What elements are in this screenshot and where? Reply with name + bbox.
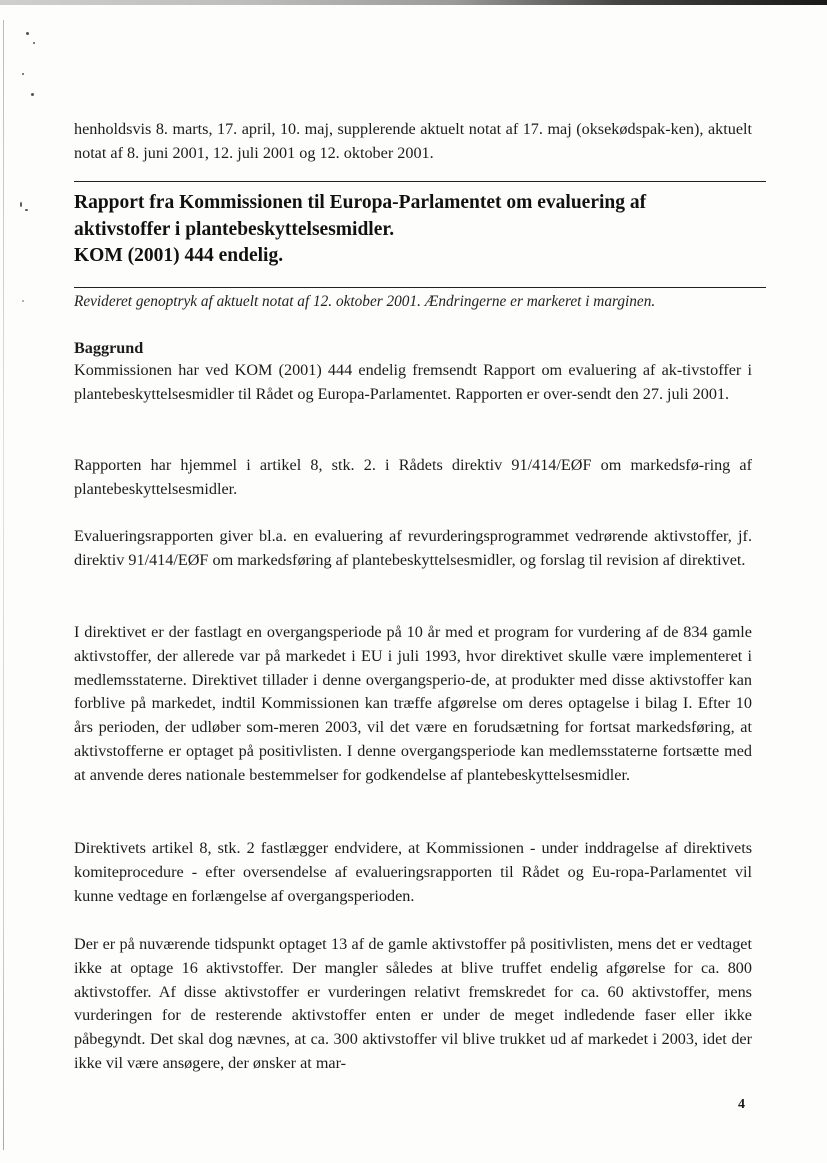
- scan-speck: [25, 209, 28, 211]
- page-number: 4: [738, 1097, 745, 1112]
- heading-line: KOM (2001) 444 endelig.: [74, 245, 284, 266]
- scan-top-border: [0, 0, 827, 5]
- heading-line: Rapport fra Kommissionen til Europa-Parlamentet om evaluering af: [74, 192, 647, 213]
- scan-speck: [31, 93, 34, 96]
- body-paragraph: I direktivet er der fastlagt en overgangsperiode på 10 år med et program for vurdering af de 834 gamle aktivstoffer, der allerede var på markedet i EU i juli 1993, hvor direktivet skulle være implementeret i medlemsstaterne. Direktivet tillader i denne overgangsperio-de, at produkter med disse aktivstoffer kan forblive på markedet, indtil Kommissionen kan træffe afgørelse om deres optagelse i bilag I. Efter 10 års perioden, der udløber som-meren 2003, vil det være en forudsætning for fortsat markedsføring, at aktivstofferne er optaget på positivlisten. I denne overgangsperiode kan medlemsstaterne fortsætte med at anvende deres nationale bestemmelser for godkendelse af plantebeskyttelsesmidler.: [74, 623, 752, 784]
- scan-speck: [22, 300, 24, 302]
- section-title: Baggrund: [74, 339, 144, 357]
- revision-note: Revideret genoptryk af aktuelt notat af 12. oktober 2001. Ændringerne er markeret i marginen.: [74, 293, 656, 310]
- scan-speck: [33, 42, 35, 44]
- continuation-paragraph: henholdsvis 8. marts, 17. april, 10. maj, supplerende aktuelt notat af 17. maj (oksekødspak-ken), aktuelt notat af 8. juni 2001, 12. juli 2001 og 12. oktober 2001.: [74, 120, 752, 162]
- body-paragraph: Kommissionen har ved KOM (2001) 444 endelig fremsendt Rapport om evaluering af ak-tivstoffer i plantebeskyttelsesmidler til Rådet og Europa-Parlamentet. Rapporten er over-sendt den 27. juli 2001.: [74, 361, 752, 403]
- scan-speck: [22, 73, 24, 75]
- scan-speck: [26, 32, 29, 35]
- heading-top-rule: [74, 181, 766, 182]
- body-paragraph: Rapporten har hjemmel i artikel 8, stk. 2. i Rådets direktiv 91/414/EØF om markedsfø-ring af plantebeskyttelsesmidler.: [74, 456, 752, 498]
- heading-bottom-rule: [74, 287, 766, 288]
- scan-speck: [20, 202, 22, 207]
- body-paragraph: Evalueringsrapporten giver bl.a. en evaluering af revurderingsprogrammet vedrørende aktivstoffer, jf. direktiv 91/414/EØF om markedsføring af plantebeskyttelsesmidler, og forslag til revision af direktivet.: [74, 527, 752, 569]
- body-paragraph: Direktivets artikel 8, stk. 2 fastlægger endvidere, at Kommissionen - under inddragelse af direktivets komiteprocedure - efter oversendelse af evalueringsrapporten til Rådet og Eu-ropa-Parlamentet vil kunne vedtage en forlængelse af overgangsperioden.: [74, 839, 752, 905]
- scan-left-edge: [3, 20, 4, 1150]
- body-paragraph: Der er på nuværende tidspunkt optaget 13 af de gamle aktivstoffer på positivlisten, mens det er vedtaget ikke at optage 16 aktivstoffer. Der mangler således at blive truffet endelig afgørelse for ca. 800 aktivstoffer. Af disse aktivstoffer er vurderingen relativt fremskredet for ca. 60 aktivstoffer, mens vurderingen for de resterende aktivstoffer enten er under de meget indledende faser eller ikke påbegyndt. Det skal dog nævnes, at ca. 300 aktivstoffer vil blive trukket ud af markedet i 2003, idet der ikke vil være ansøgere, der ønsker at mar-: [74, 935, 752, 1072]
- document-heading: [74, 190, 754, 270]
- heading-line: aktivstoffer i plantebeskyttelsesmidler.: [74, 218, 395, 240]
